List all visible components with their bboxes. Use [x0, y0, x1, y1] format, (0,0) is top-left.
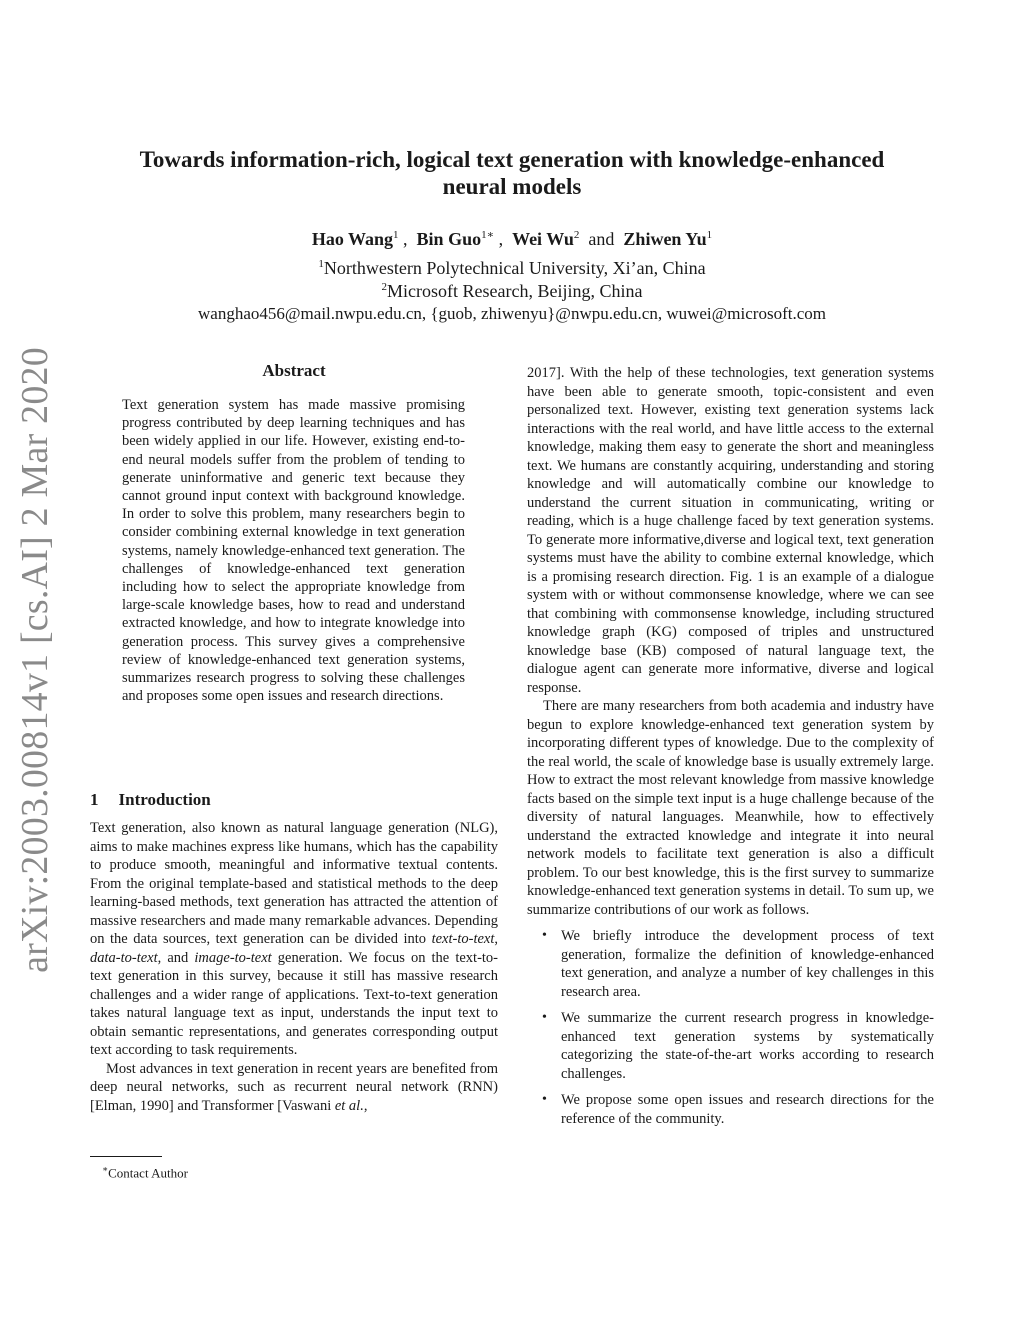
emphasis: image-to-text — [194, 949, 272, 966]
author-emails: wanghao456@mail.nwpu.edu.cn, {guob, zhiwenyu}@nwpu.edu.cn, wuwei@microsoft.com — [198, 304, 826, 323]
text-run: , — [363, 1097, 368, 1114]
section-number: 1 — [90, 790, 99, 809]
list-item — [527, 1009, 934, 1083]
author-affil-mark: 1∗ — [481, 229, 495, 241]
emphasis: et al. — [334, 1097, 364, 1114]
abstract-heading: Abstract — [262, 361, 326, 380]
author-name: Zhiwen Yu — [623, 229, 707, 249]
right-column-body — [527, 364, 934, 1128]
list-item-text: We propose some open issues and research directions for the reference of the community. — [561, 1092, 934, 1127]
paragraph: 2017]. With the help of these technologies, text generation systems have been able to generate smooth, topic-consistent and even personalized text. However, existing text generation systems lack interactions with the real world, and have little access to the external knowledge, making them easy to generate the short and meaningless text. We humans are constantly acquiring, understanding and storing knowledge and will automatically combine our knowledge to understand the current situation in communicating, writing or reading, which is a huge challenge faced by text generation systems. To generate more informative,diverse and logical text, text generation systems must have the ability to combine external knowledge, which is a promising research direction. Fig. 1 is an example of a dialogue system with or without commonsense knowledge, where we can see that combining with commonsense knowledge, including structured knowledge graph (KG) composed of triples and unstructured knowledge base (KB) composed of natural language text, the dialogue agent can generate more informative, diverse and logical response. — [527, 365, 934, 696]
paper-title: Towards information-rich, logical text generation with knowledge-enhanced neural models — [139, 147, 885, 199]
bullet-icon: • — [542, 1010, 547, 1025]
author-affil-mark: 1 — [393, 229, 399, 241]
abstract-body: Text generation system has made massive promising progress contributed by deep learning techniques and has been widely applied in our life. However, existing end-to-end neural models suffer from the problem of tending to generate uninformative and generic text because they cannot ground input context with background knowledge. In order to solve this problem, many researchers begin to consider combining external knowledge in text generation systems, namely knowledge-enhanced text generation. The challenges of knowledge-enhanced text generation including how to select the appropriate knowledge from large-scale knowledge bases, how to read and understand extracted knowledge, and how to integrate knowledge into generation process. This survey gives a comprehensive review of knowledge-enhanced text generation systems, summarizes research progress to solving these challenges and proposes some open issues and research directions. — [122, 397, 465, 705]
affiliation-mark: 1 — [318, 258, 324, 270]
contribution-list — [527, 927, 934, 1128]
emphasis: text-to-text — [431, 931, 495, 947]
bullet-icon: • — [542, 928, 547, 943]
affiliation-text: Northwestern Polytechnical University, Xi’an, China — [323, 258, 706, 278]
paragraph — [90, 1060, 498, 1116]
affiliation-text: Microsoft Research, Beijing, China — [387, 281, 643, 301]
text-run: generation. We focus on the text-to-text generation in this survey, because it still has massive research challenges and a wider range of applications. Text-to-text generation takes natural language text as input, understands the input text to obtain semantic representations, and generates corresponding output text according to task requirements. — [90, 949, 499, 1058]
list-item — [527, 927, 934, 1001]
footnote — [102, 1161, 188, 1181]
list-item-text: We summarize the current research progress in knowledge-enhanced text generation systems by systematically categorizing the state-of-the-art works according to research challenges. — [561, 1010, 934, 1082]
affiliation-mark: 2 — [381, 281, 388, 293]
footnote-text: Contact Author — [108, 1165, 188, 1181]
emphasis: data-to-text — [90, 949, 158, 966]
list-item — [527, 1091, 934, 1128]
text-run: , — [494, 931, 498, 947]
list-item-text: We briefly introduce the development process of text generation, formalize the definition of knowledge-enhanced text generation, and analyze a number of key challenges in this research area. — [561, 928, 934, 1000]
author-affil-mark: 2 — [573, 229, 580, 241]
author-affil-mark: 1 — [706, 229, 713, 241]
left-column-body — [90, 819, 498, 1115]
author-name: Wei Wu — [512, 229, 574, 249]
section-title: Introduction — [118, 790, 211, 809]
arxiv-stamp-text: arXiv:2003.00814v1 [cs.AI] 2 Mar 2020 — [14, 347, 57, 973]
author-name: Hao Wang — [311, 229, 394, 249]
author-name: Bin Guo — [416, 229, 482, 249]
section-heading — [90, 790, 211, 810]
affiliation — [110, 276, 914, 302]
author-connector: and — [588, 229, 615, 249]
paragraph: There are many researchers from both academia and industry have begun to explore knowledge-enhanced text generation system by incorporating different types of knowledge. Due to the complexity of the real world, the scale of knowledge base is usually extremely large. How to extract the most relevant knowledge from massive knowledge facts based on the simple text input is a huge challenge because of the diversity of natural languages. Meanwhile, how to effectively understand the extracted knowledge and integrate it into neural network models to facilitate text generation is also a difficult problem. To our best knowledge, this is the first survey to summarize knowledge-enhanced text generation systems in detail. To sum up, we summarize contributions of our work as follows. — [527, 698, 934, 918]
paragraph — [90, 819, 498, 1060]
text-run: Text generation, also known as natural language generation (NLG), aims to make machines express like humans, which has the capability to produce smooth, meaningful and informative textual contents. From the original template-based and statistical methods to the deep learning-based methods, text generation has attracted the attention of massive researchers and made many remarkable advances. Depending on the data sources, text generation can be divided into — [90, 820, 498, 947]
author-list: Hao Wang$^1$ , Bin Guo$^{1∗}$ , Wei Wu$^2$ and Zhiwen Yu$^1$ — [311, 229, 713, 249]
text-run: , and — [157, 949, 195, 966]
text-run: Most advances in text generation in recent years are benefited from deep neural networks, such as recurrent neural network (RNN) [Elman, 1990] and Transformer [Vaswani — [90, 1060, 498, 1114]
footnote-mark: ∗ — [102, 1164, 109, 1174]
footnote-divider — [90, 1156, 162, 1157]
arxiv-stamp — [2, 347, 68, 973]
bullet-icon: • — [542, 1092, 547, 1107]
